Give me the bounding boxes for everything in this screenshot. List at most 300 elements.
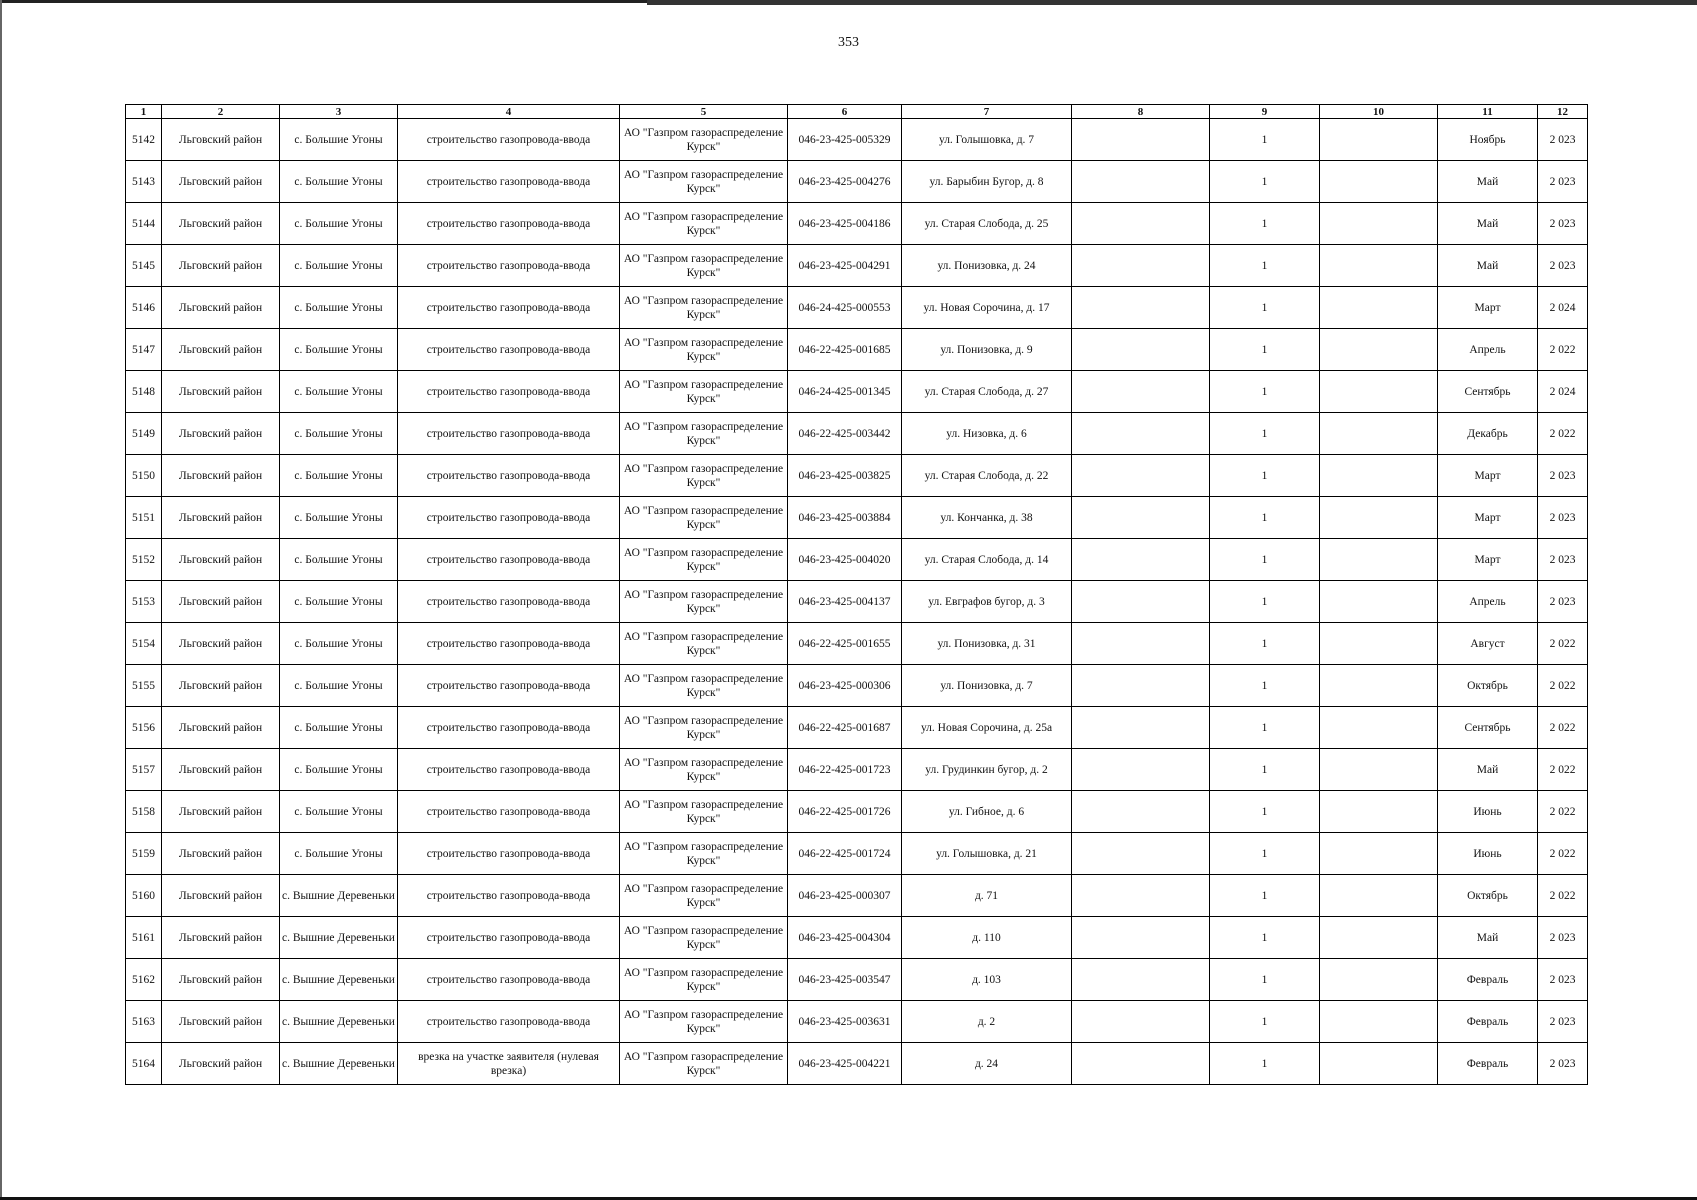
address-cell: ул. Старая Слобода, д. 27 (902, 371, 1072, 413)
locality-cell: с. Вышние Деревеньки (280, 875, 398, 917)
code-cell: 046-23-425-004221 (788, 1043, 902, 1085)
organization-cell: АО "Газпром газораспределение Курск" (620, 287, 788, 329)
address-cell: ул. Грудинкин бугор, д. 2 (902, 749, 1072, 791)
organization-cell: АО "Газпром газораспределение Курск" (620, 455, 788, 497)
col10-cell (1320, 875, 1438, 917)
code-cell: 046-22-425-001687 (788, 707, 902, 749)
organization-cell: АО "Газпром газораспределение Курск" (620, 539, 788, 581)
district-cell: Льговский район (162, 203, 280, 245)
col10-cell (1320, 707, 1438, 749)
year-cell: 2 023 (1538, 539, 1588, 581)
col10-cell (1320, 1001, 1438, 1043)
col10-cell (1320, 455, 1438, 497)
work-type-cell: строительство газопровода-ввода (398, 1001, 620, 1043)
work-type-cell: строительство газопровода-ввода (398, 917, 620, 959)
code-cell: 046-22-425-003442 (788, 413, 902, 455)
district-cell: Льговский район (162, 1043, 280, 1085)
col8-cell (1072, 875, 1210, 917)
district-cell: Льговский район (162, 959, 280, 1001)
data-table (125, 104, 1588, 1085)
col8-cell (1072, 833, 1210, 875)
year-cell: 2 023 (1538, 1043, 1588, 1085)
year-cell: 2 022 (1538, 623, 1588, 665)
row-number-cell: 5163 (126, 1001, 162, 1043)
month-cell: Март (1438, 497, 1538, 539)
month-cell: Октябрь (1438, 875, 1538, 917)
address-cell: ул. Низовка, д. 6 (902, 413, 1072, 455)
col8-cell (1072, 371, 1210, 413)
locality-cell: с. Большие Угоны (280, 539, 398, 581)
table-row (126, 497, 1588, 539)
code-cell: 046-23-425-000306 (788, 665, 902, 707)
table-row (126, 119, 1588, 161)
district-cell: Льговский район (162, 707, 280, 749)
work-type-cell: строительство газопровода-ввода (398, 959, 620, 1001)
work-type-cell: строительство газопровода-ввода (398, 875, 620, 917)
address-cell: ул. Понизовка, д. 7 (902, 665, 1072, 707)
col10-cell (1320, 203, 1438, 245)
table-row (126, 875, 1588, 917)
address-cell: ул. Старая Слобода, д. 25 (902, 203, 1072, 245)
quantity-cell: 1 (1210, 665, 1320, 707)
table-row (126, 623, 1588, 665)
address-cell: ул. Старая Слобода, д. 22 (902, 455, 1072, 497)
year-cell: 2 022 (1538, 707, 1588, 749)
code-cell: 046-23-425-005329 (788, 119, 902, 161)
organization-cell: АО "Газпром газораспределение Курск" (620, 161, 788, 203)
code-cell: 046-22-425-001723 (788, 749, 902, 791)
row-number-cell: 5161 (126, 917, 162, 959)
row-number-cell: 5160 (126, 875, 162, 917)
locality-cell: с. Вышние Деревеньки (280, 959, 398, 1001)
district-cell: Льговский район (162, 497, 280, 539)
quantity-cell: 1 (1210, 623, 1320, 665)
organization-cell: АО "Газпром газораспределение Курск" (620, 1001, 788, 1043)
col10-cell (1320, 287, 1438, 329)
month-cell: Декабрь (1438, 413, 1538, 455)
code-cell: 046-24-425-000553 (788, 287, 902, 329)
table-row (126, 245, 1588, 287)
year-cell: 2 023 (1538, 1001, 1588, 1043)
year-cell: 2 023 (1538, 245, 1588, 287)
organization-cell: АО "Газпром газораспределение Курск" (620, 203, 788, 245)
work-type-cell: строительство газопровода-ввода (398, 245, 620, 287)
scan-edge-top-right (647, 0, 1697, 5)
row-number-cell: 5142 (126, 119, 162, 161)
quantity-cell: 1 (1210, 371, 1320, 413)
year-cell: 2 023 (1538, 917, 1588, 959)
quantity-cell: 1 (1210, 959, 1320, 1001)
locality-cell: с. Большие Угоны (280, 161, 398, 203)
year-cell: 2 023 (1538, 959, 1588, 1001)
district-cell: Льговский район (162, 665, 280, 707)
column-header: 10 (1320, 105, 1438, 119)
col10-cell (1320, 161, 1438, 203)
column-header: 6 (788, 105, 902, 119)
locality-cell: с. Большие Угоны (280, 371, 398, 413)
locality-cell: с. Большие Угоны (280, 203, 398, 245)
col8-cell (1072, 497, 1210, 539)
district-cell: Льговский район (162, 161, 280, 203)
col8-cell (1072, 917, 1210, 959)
row-number-cell: 5158 (126, 791, 162, 833)
col8-cell (1072, 749, 1210, 791)
column-header: 12 (1538, 105, 1588, 119)
col8-cell (1072, 245, 1210, 287)
col10-cell (1320, 245, 1438, 287)
district-cell: Льговский район (162, 455, 280, 497)
code-cell: 046-23-425-004276 (788, 161, 902, 203)
address-cell: д. 24 (902, 1043, 1072, 1085)
code-cell: 046-24-425-001345 (788, 371, 902, 413)
code-cell: 046-23-425-004137 (788, 581, 902, 623)
table-row (126, 749, 1588, 791)
work-type-cell: строительство газопровода-ввода (398, 371, 620, 413)
row-number-cell: 5148 (126, 371, 162, 413)
col10-cell (1320, 959, 1438, 1001)
col8-cell (1072, 539, 1210, 581)
table-row (126, 1001, 1588, 1043)
row-number-cell: 5152 (126, 539, 162, 581)
month-cell: Май (1438, 917, 1538, 959)
month-cell: Февраль (1438, 1043, 1538, 1085)
row-number-cell: 5162 (126, 959, 162, 1001)
column-header: 3 (280, 105, 398, 119)
month-cell: Октябрь (1438, 665, 1538, 707)
address-cell: д. 110 (902, 917, 1072, 959)
col10-cell (1320, 371, 1438, 413)
work-type-cell: строительство газопровода-ввода (398, 623, 620, 665)
quantity-cell: 1 (1210, 875, 1320, 917)
column-header: 7 (902, 105, 1072, 119)
locality-cell: с. Большие Угоны (280, 455, 398, 497)
quantity-cell: 1 (1210, 203, 1320, 245)
work-type-cell: строительство газопровода-ввода (398, 497, 620, 539)
row-number-cell: 5153 (126, 581, 162, 623)
table-row (126, 539, 1588, 581)
locality-cell: с. Вышние Деревеньки (280, 917, 398, 959)
row-number-cell: 5146 (126, 287, 162, 329)
table-row (126, 1043, 1588, 1085)
col8-cell (1072, 1001, 1210, 1043)
col8-cell (1072, 665, 1210, 707)
code-cell: 046-23-425-004186 (788, 203, 902, 245)
month-cell: Февраль (1438, 959, 1538, 1001)
work-type-cell: строительство газопровода-ввода (398, 665, 620, 707)
table-row (126, 791, 1588, 833)
year-cell: 2 023 (1538, 497, 1588, 539)
locality-cell: с. Вышние Деревеньки (280, 1001, 398, 1043)
quantity-cell: 1 (1210, 749, 1320, 791)
col8-cell (1072, 455, 1210, 497)
quantity-cell: 1 (1210, 833, 1320, 875)
organization-cell: АО "Газпром газораспределение Курск" (620, 833, 788, 875)
column-header: 9 (1210, 105, 1320, 119)
locality-cell: с. Большие Угоны (280, 287, 398, 329)
address-cell: ул. Кончанка, д. 38 (902, 497, 1072, 539)
month-cell: Февраль (1438, 1001, 1538, 1043)
district-cell: Льговский район (162, 791, 280, 833)
work-type-cell: врезка на участке заявителя (нулевая врезка) (398, 1043, 620, 1085)
table-row (126, 581, 1588, 623)
locality-cell: с. Большие Угоны (280, 497, 398, 539)
locality-cell: с. Большие Угоны (280, 245, 398, 287)
district-cell: Льговский район (162, 833, 280, 875)
col10-cell (1320, 539, 1438, 581)
year-cell: 2 023 (1538, 203, 1588, 245)
year-cell: 2 022 (1538, 749, 1588, 791)
organization-cell: АО "Газпром газораспределение Курск" (620, 707, 788, 749)
district-cell: Льговский район (162, 581, 280, 623)
row-number-cell: 5155 (126, 665, 162, 707)
row-number-cell: 5143 (126, 161, 162, 203)
column-header: 5 (620, 105, 788, 119)
code-cell: 046-23-425-003547 (788, 959, 902, 1001)
organization-cell: АО "Газпром газораспределение Курск" (620, 1043, 788, 1085)
work-type-cell: строительство газопровода-ввода (398, 707, 620, 749)
work-type-cell: строительство газопровода-ввода (398, 749, 620, 791)
address-cell: ул. Новая Сорочина, д. 25а (902, 707, 1072, 749)
work-type-cell: строительство газопровода-ввода (398, 329, 620, 371)
district-cell: Льговский район (162, 1001, 280, 1043)
quantity-cell: 1 (1210, 161, 1320, 203)
work-type-cell: строительство газопровода-ввода (398, 791, 620, 833)
col8-cell (1072, 287, 1210, 329)
quantity-cell: 1 (1210, 539, 1320, 581)
col8-cell (1072, 119, 1210, 161)
row-number-cell: 5150 (126, 455, 162, 497)
district-cell: Льговский район (162, 875, 280, 917)
table-row (126, 455, 1588, 497)
organization-cell: АО "Газпром газораспределение Курск" (620, 119, 788, 161)
col10-cell (1320, 1043, 1438, 1085)
col8-cell (1072, 161, 1210, 203)
col8-cell (1072, 581, 1210, 623)
column-header: 11 (1438, 105, 1538, 119)
district-cell: Льговский район (162, 917, 280, 959)
code-cell: 046-23-425-000307 (788, 875, 902, 917)
work-type-cell: строительство газопровода-ввода (398, 287, 620, 329)
organization-cell: АО "Газпром газораспределение Курск" (620, 245, 788, 287)
quantity-cell: 1 (1210, 119, 1320, 161)
code-cell: 046-23-425-003825 (788, 455, 902, 497)
year-cell: 2 022 (1538, 833, 1588, 875)
quantity-cell: 1 (1210, 707, 1320, 749)
locality-cell: с. Большие Угоны (280, 665, 398, 707)
row-number-cell: 5156 (126, 707, 162, 749)
table-row (126, 329, 1588, 371)
month-cell: Июнь (1438, 791, 1538, 833)
address-cell: ул. Голышовка, д. 21 (902, 833, 1072, 875)
locality-cell: с. Вышние Деревеньки (280, 1043, 398, 1085)
header-row (126, 105, 1588, 119)
code-cell: 046-23-425-004291 (788, 245, 902, 287)
month-cell: Март (1438, 287, 1538, 329)
code-cell: 046-23-425-004304 (788, 917, 902, 959)
organization-cell: АО "Газпром газораспределение Курск" (620, 959, 788, 1001)
organization-cell: АО "Газпром газораспределение Курск" (620, 917, 788, 959)
address-cell: ул. Понизовка, д. 9 (902, 329, 1072, 371)
month-cell: Август (1438, 623, 1538, 665)
locality-cell: с. Большие Угоны (280, 833, 398, 875)
code-cell: 046-22-425-001655 (788, 623, 902, 665)
work-type-cell: строительство газопровода-ввода (398, 455, 620, 497)
year-cell: 2 023 (1538, 455, 1588, 497)
organization-cell: АО "Газпром газораспределение Курск" (620, 623, 788, 665)
table-row (126, 833, 1588, 875)
col10-cell (1320, 329, 1438, 371)
locality-cell: с. Большие Угоны (280, 707, 398, 749)
col8-cell (1072, 791, 1210, 833)
scan-edge-left (0, 0, 2, 1200)
address-cell: ул. Голышовка, д. 7 (902, 119, 1072, 161)
organization-cell: АО "Газпром газораспределение Курск" (620, 665, 788, 707)
locality-cell: с. Большие Угоны (280, 749, 398, 791)
address-cell: ул. Евграфов бугор, д. 3 (902, 581, 1072, 623)
district-cell: Льговский район (162, 119, 280, 161)
month-cell: Май (1438, 749, 1538, 791)
address-cell: ул. Гибное, д. 6 (902, 791, 1072, 833)
code-cell: 046-23-425-004020 (788, 539, 902, 581)
organization-cell: АО "Газпром газораспределение Курск" (620, 749, 788, 791)
district-cell: Льговский район (162, 539, 280, 581)
locality-cell: с. Большие Угоны (280, 119, 398, 161)
address-cell: ул. Понизовка, д. 31 (902, 623, 1072, 665)
month-cell: Сентябрь (1438, 707, 1538, 749)
quantity-cell: 1 (1210, 581, 1320, 623)
quantity-cell: 1 (1210, 497, 1320, 539)
table-row (126, 707, 1588, 749)
col10-cell (1320, 749, 1438, 791)
quantity-cell: 1 (1210, 413, 1320, 455)
organization-cell: АО "Газпром газораспределение Курск" (620, 413, 788, 455)
code-cell: 046-23-425-003884 (788, 497, 902, 539)
address-cell: ул. Барыбин Бугор, д. 8 (902, 161, 1072, 203)
code-cell: 046-22-425-001726 (788, 791, 902, 833)
column-header: 8 (1072, 105, 1210, 119)
address-cell: д. 71 (902, 875, 1072, 917)
quantity-cell: 1 (1210, 917, 1320, 959)
quantity-cell: 1 (1210, 791, 1320, 833)
month-cell: Март (1438, 455, 1538, 497)
district-cell: Льговский район (162, 287, 280, 329)
quantity-cell: 1 (1210, 1043, 1320, 1085)
district-cell: Льговский район (162, 623, 280, 665)
col10-cell (1320, 623, 1438, 665)
row-number-cell: 5157 (126, 749, 162, 791)
table-row (126, 203, 1588, 245)
column-header: 1 (126, 105, 162, 119)
locality-cell: с. Большие Угоны (280, 791, 398, 833)
month-cell: Март (1438, 539, 1538, 581)
locality-cell: с. Большие Угоны (280, 623, 398, 665)
month-cell: Май (1438, 245, 1538, 287)
year-cell: 2 023 (1538, 161, 1588, 203)
col8-cell (1072, 329, 1210, 371)
month-cell: Апрель (1438, 581, 1538, 623)
code-cell: 046-22-425-001685 (788, 329, 902, 371)
organization-cell: АО "Газпром газораспределение Курск" (620, 371, 788, 413)
table-row (126, 917, 1588, 959)
work-type-cell: строительство газопровода-ввода (398, 119, 620, 161)
district-cell: Льговский район (162, 329, 280, 371)
district-cell: Льговский район (162, 749, 280, 791)
col8-cell (1072, 1043, 1210, 1085)
col10-cell (1320, 119, 1438, 161)
quantity-cell: 1 (1210, 287, 1320, 329)
organization-cell: АО "Газпром газораспределение Курск" (620, 329, 788, 371)
code-cell: 046-23-425-003631 (788, 1001, 902, 1043)
work-type-cell: строительство газопровода-ввода (398, 413, 620, 455)
month-cell: Май (1438, 161, 1538, 203)
year-cell: 2 022 (1538, 791, 1588, 833)
locality-cell: с. Большие Угоны (280, 413, 398, 455)
organization-cell: АО "Газпром газораспределение Курск" (620, 875, 788, 917)
work-type-cell: строительство газопровода-ввода (398, 203, 620, 245)
year-cell: 2 022 (1538, 413, 1588, 455)
month-cell: Июнь (1438, 833, 1538, 875)
row-number-cell: 5154 (126, 623, 162, 665)
work-type-cell: строительство газопровода-ввода (398, 581, 620, 623)
col10-cell (1320, 833, 1438, 875)
locality-cell: с. Большие Угоны (280, 329, 398, 371)
column-header: 4 (398, 105, 620, 119)
year-cell: 2 024 (1538, 287, 1588, 329)
district-cell: Льговский район (162, 413, 280, 455)
month-cell: Май (1438, 203, 1538, 245)
month-cell: Сентябрь (1438, 371, 1538, 413)
column-header: 2 (162, 105, 280, 119)
quantity-cell: 1 (1210, 455, 1320, 497)
table-row (126, 665, 1588, 707)
organization-cell: АО "Газпром газораспределение Курск" (620, 791, 788, 833)
year-cell: 2 023 (1538, 581, 1588, 623)
col10-cell (1320, 413, 1438, 455)
quantity-cell: 1 (1210, 329, 1320, 371)
row-number-cell: 5159 (126, 833, 162, 875)
locality-cell: с. Большие Угоны (280, 581, 398, 623)
row-number-cell: 5145 (126, 245, 162, 287)
organization-cell: АО "Газпром газораспределение Курск" (620, 581, 788, 623)
year-cell: 2 022 (1538, 329, 1588, 371)
col8-cell (1072, 623, 1210, 665)
year-cell: 2 024 (1538, 371, 1588, 413)
row-number-cell: 5164 (126, 1043, 162, 1085)
month-cell: Ноябрь (1438, 119, 1538, 161)
col10-cell (1320, 497, 1438, 539)
address-cell: ул. Понизовка, д. 24 (902, 245, 1072, 287)
address-cell: д. 2 (902, 1001, 1072, 1043)
row-number-cell: 5147 (126, 329, 162, 371)
table-row (126, 959, 1588, 1001)
year-cell: 2 023 (1538, 119, 1588, 161)
col8-cell (1072, 413, 1210, 455)
year-cell: 2 022 (1538, 665, 1588, 707)
quantity-cell: 1 (1210, 1001, 1320, 1043)
table-row (126, 371, 1588, 413)
row-number-cell: 5149 (126, 413, 162, 455)
district-cell: Льговский район (162, 245, 280, 287)
col10-cell (1320, 665, 1438, 707)
district-cell: Льговский район (162, 371, 280, 413)
month-cell: Апрель (1438, 329, 1538, 371)
col8-cell (1072, 203, 1210, 245)
col10-cell (1320, 791, 1438, 833)
table-row (126, 161, 1588, 203)
work-type-cell: строительство газопровода-ввода (398, 833, 620, 875)
col10-cell (1320, 581, 1438, 623)
year-cell: 2 022 (1538, 875, 1588, 917)
